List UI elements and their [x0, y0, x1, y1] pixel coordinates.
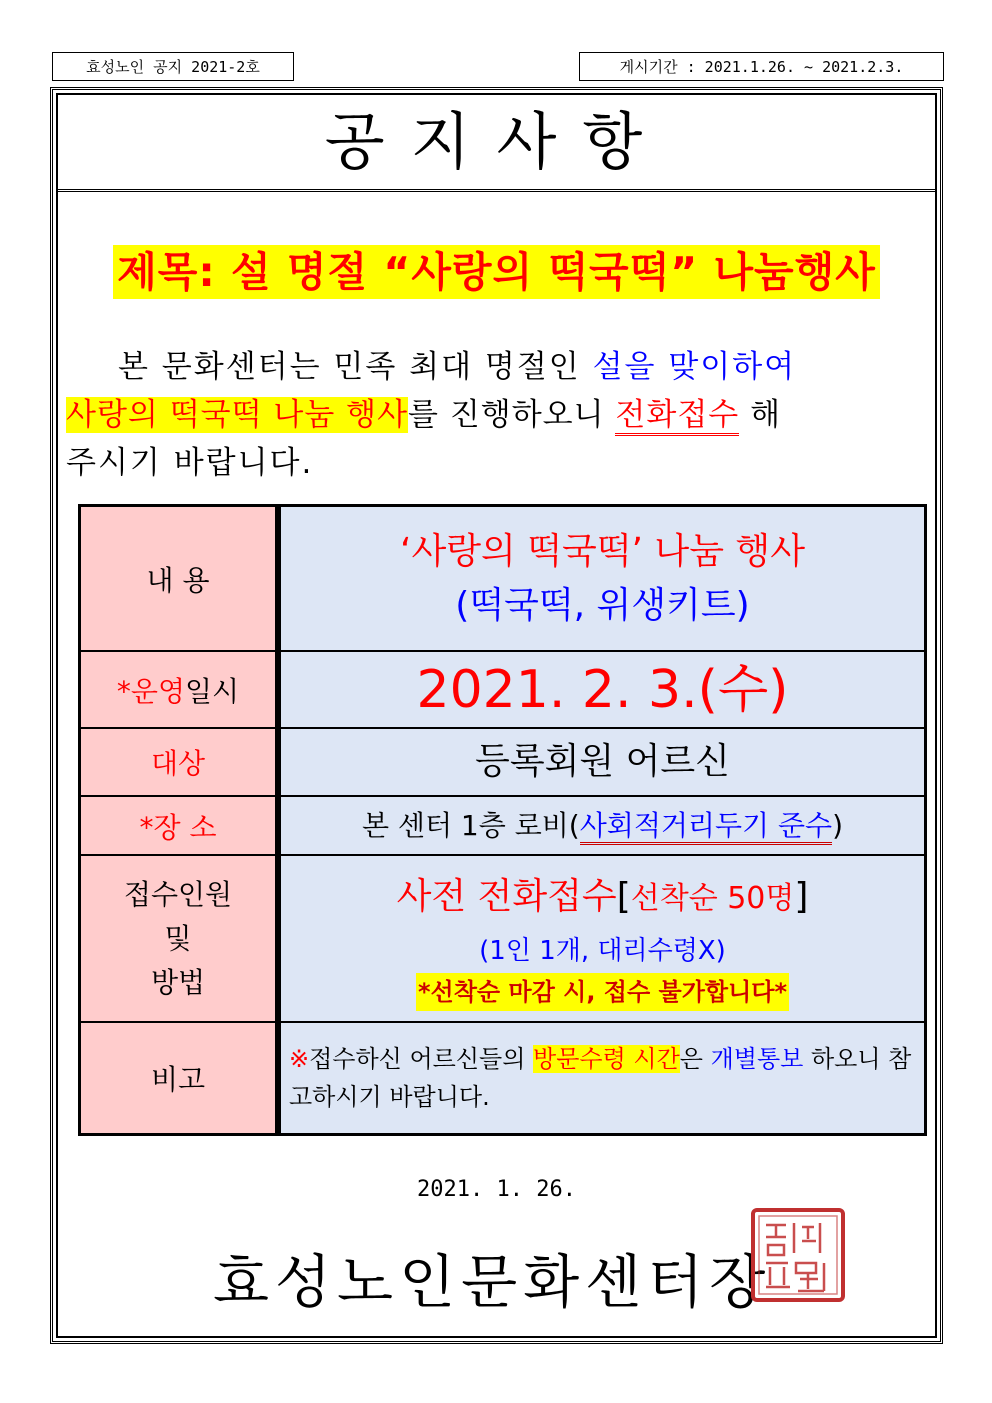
- date-label-rest: 일시: [185, 674, 240, 708]
- content-label: 내 용: [80, 506, 279, 652]
- date-value: 2021. 2. 3.(수): [416, 659, 789, 720]
- table-row-method: [80, 855, 926, 1022]
- method-label-2: 및: [164, 921, 192, 955]
- date-label-red: *운영: [116, 674, 185, 708]
- subject-heading: 제목: 설 명절 “사랑의 떡국떡” 나눔행사: [113, 245, 880, 299]
- post-period: 게시기간 : 2021.1.26. ~ 2021.2.3.: [579, 52, 944, 81]
- date-value-cell: [278, 651, 926, 728]
- intro-line-2: [66, 391, 925, 439]
- method-first-come: 선착순 50명: [630, 880, 795, 916]
- intro-blue: 설을 맞이하여: [592, 349, 797, 385]
- place-value: [362, 809, 843, 845]
- place-label: *장 소: [80, 796, 279, 855]
- issue-date: 2021. 1. 26.: [417, 1177, 576, 1202]
- intro-line-1: [66, 343, 925, 391]
- table-row-note: [80, 1022, 926, 1135]
- note-highlight: 방문수령 시간: [533, 1045, 680, 1073]
- method-line-1: [281, 867, 924, 929]
- intro-text-2: 를 진행하오니: [408, 397, 616, 433]
- target-value: 등록회원 어르신: [475, 741, 730, 782]
- signature: 효성노인문화센터장: [213, 1248, 772, 1316]
- content-value: [278, 506, 926, 652]
- method-value-cell: [278, 855, 926, 1022]
- date-label: [80, 651, 279, 728]
- method-line-2: (1인 1개, 대리수령X): [479, 935, 726, 966]
- target-label: 대상: [80, 728, 279, 796]
- place-value-cell: [278, 796, 926, 855]
- place-post: ): [832, 808, 843, 842]
- method-label-1: 접수인원: [123, 877, 233, 911]
- subject-wrap: [58, 245, 935, 299]
- method-phone: 사전 전화접수: [396, 875, 617, 917]
- table-row-date: [80, 651, 926, 728]
- intro-text-1: 본 문화센터는 민족 최대 명절인: [118, 349, 593, 385]
- note-individual: 개별통보: [710, 1045, 804, 1073]
- note-mark: ※: [289, 1045, 310, 1073]
- note-text-a: 접수하신 어르신들의: [309, 1045, 534, 1073]
- notice-frame-inner: [56, 93, 937, 1338]
- official-seal-icon: [750, 1207, 846, 1303]
- content-line-2: (떡국떡, 위생키트): [455, 584, 750, 626]
- note-label: 비고: [80, 1022, 279, 1135]
- intro-phone-reg: 전화접수: [615, 397, 739, 436]
- table-row-content: [80, 506, 926, 652]
- content-line-1: ‘사랑의 떡국떡’ 나눔 행사: [400, 530, 805, 572]
- table-row-target: [80, 728, 926, 796]
- note-text-b: 은: [679, 1045, 711, 1073]
- notice-frame: [50, 87, 943, 1344]
- target-value-cell: [278, 728, 926, 796]
- intro-highlight: 사랑의 떡국떡 나눔 행사: [66, 397, 409, 433]
- intro-line-3: 주시기 바랍니다.: [66, 445, 314, 481]
- method-bracket-open: [: [616, 875, 631, 917]
- page-title: 공지사항: [58, 95, 935, 192]
- place-distancing: 사회적거리두기 준수: [580, 809, 832, 845]
- place-pre: 본 센터 1층 로비(: [361, 808, 580, 842]
- intro-text-3: 해: [739, 397, 782, 433]
- method-label-3: 방법: [150, 965, 206, 999]
- method-bracket-close: ]: [794, 875, 809, 917]
- doc-number: 효성노인 공지 2021-2호: [52, 52, 294, 81]
- method-line-3: *선착순 마감 시, 접수 불가합니다*: [416, 973, 789, 1011]
- info-table: [78, 504, 927, 1136]
- method-label: [80, 855, 279, 1022]
- table-row-place: [80, 796, 926, 855]
- note-value: [278, 1022, 926, 1135]
- note-text-c: 하오니 참고하시기 바랍니다.: [289, 1045, 912, 1111]
- intro-paragraph: [66, 343, 925, 487]
